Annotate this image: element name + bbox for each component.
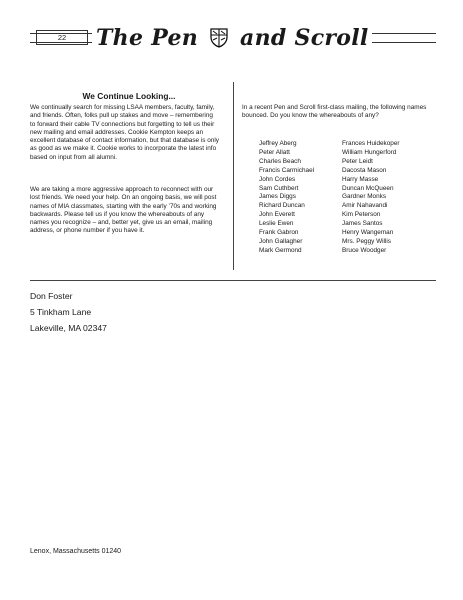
list-item: Peter Allatt	[259, 148, 290, 156]
list-item: John Everett	[259, 211, 295, 219]
list-item: Harry Masse	[342, 175, 379, 183]
address-name: Don Foster	[30, 291, 73, 301]
list-item: Dacosta Mason	[342, 166, 387, 174]
column-divider	[233, 82, 234, 270]
list-item: Henry Wangeman	[342, 229, 394, 237]
list-item: Mrs. Peggy Willis	[342, 237, 392, 245]
list-item: Frances Huidekoper	[342, 140, 400, 147]
list-item: Sam Cuthbert	[259, 184, 299, 192]
section-heading: We Continue Looking...	[82, 91, 176, 101]
return-address: Lenox, Massachusetts 01240	[30, 548, 122, 555]
list-item: Gardner Monks	[342, 193, 387, 201]
list-item: Bruce Woodger	[342, 246, 387, 254]
masthead-title	[96, 22, 368, 52]
list-item: Jeffrey Aberg	[259, 140, 297, 147]
section-divider	[30, 280, 436, 281]
masthead-title-right: and Scroll	[240, 25, 369, 51]
list-item: James Santos	[342, 220, 383, 228]
right-intro-paragraph: In a recent Pen and Scroll first-class mailing, the following names bounced. Do you know the whereabouts of any?	[242, 104, 427, 120]
list-item: Peter Leidt	[342, 157, 373, 165]
list-item: Charles Beach	[259, 157, 301, 165]
list-item: Leslie Ewen	[259, 220, 294, 228]
address-city: Lakeville, MA 02347	[30, 323, 107, 333]
left-paragraph-1: We continually search for missing LSAA members, faculty, family, and friends. Often, folks pull up stakes and move – remembering to forward their cable TV connections but forgetting to tell us their new mailing and email addresses. Cookie Kempton keeps an excellent database of contact information, but that database is only as good as we make it. Cookie works to incorporate the latest info based on input from all alumni.	[30, 104, 219, 161]
shield-crest-icon	[210, 28, 228, 48]
list-item: Richard Duncan	[259, 202, 305, 210]
header-rule-right-top	[372, 33, 436, 34]
mailing-address	[30, 288, 107, 336]
list-item: Frank Gabron	[259, 229, 299, 237]
missing-names-right-list	[342, 140, 400, 256]
header-rule-right-bottom	[372, 42, 436, 43]
left-paragraph-2: We are taking a more aggressive approach to reconnect with our lost friends. We need your help. On an ongoing basis, we will post names of MIA classmates, starting with the early ’70s and working backwards. Please tell us if you know the whereabouts of any names you recognize – and, better yet, give us an email, mailing address, or phone number if you have it.	[30, 186, 217, 235]
list-item: Duncan McQueen	[342, 184, 394, 192]
page-number: 22	[36, 30, 88, 45]
list-item: Francis Carmichael	[259, 166, 315, 174]
list-item: Mark Germond	[259, 246, 302, 254]
list-item: Amir Nahavandi	[342, 202, 388, 210]
list-item: James Diggs	[259, 193, 296, 201]
address-street: 5 Tinkham Lane	[30, 307, 92, 317]
masthead-title-left: The Pen	[96, 25, 199, 51]
list-item: John Cordes	[259, 175, 296, 183]
list-item: Kim Peterson	[342, 211, 381, 219]
list-item: William Hungerford	[342, 148, 397, 156]
missing-names-left-list	[259, 140, 314, 256]
list-item: John Gallagher	[259, 237, 303, 245]
